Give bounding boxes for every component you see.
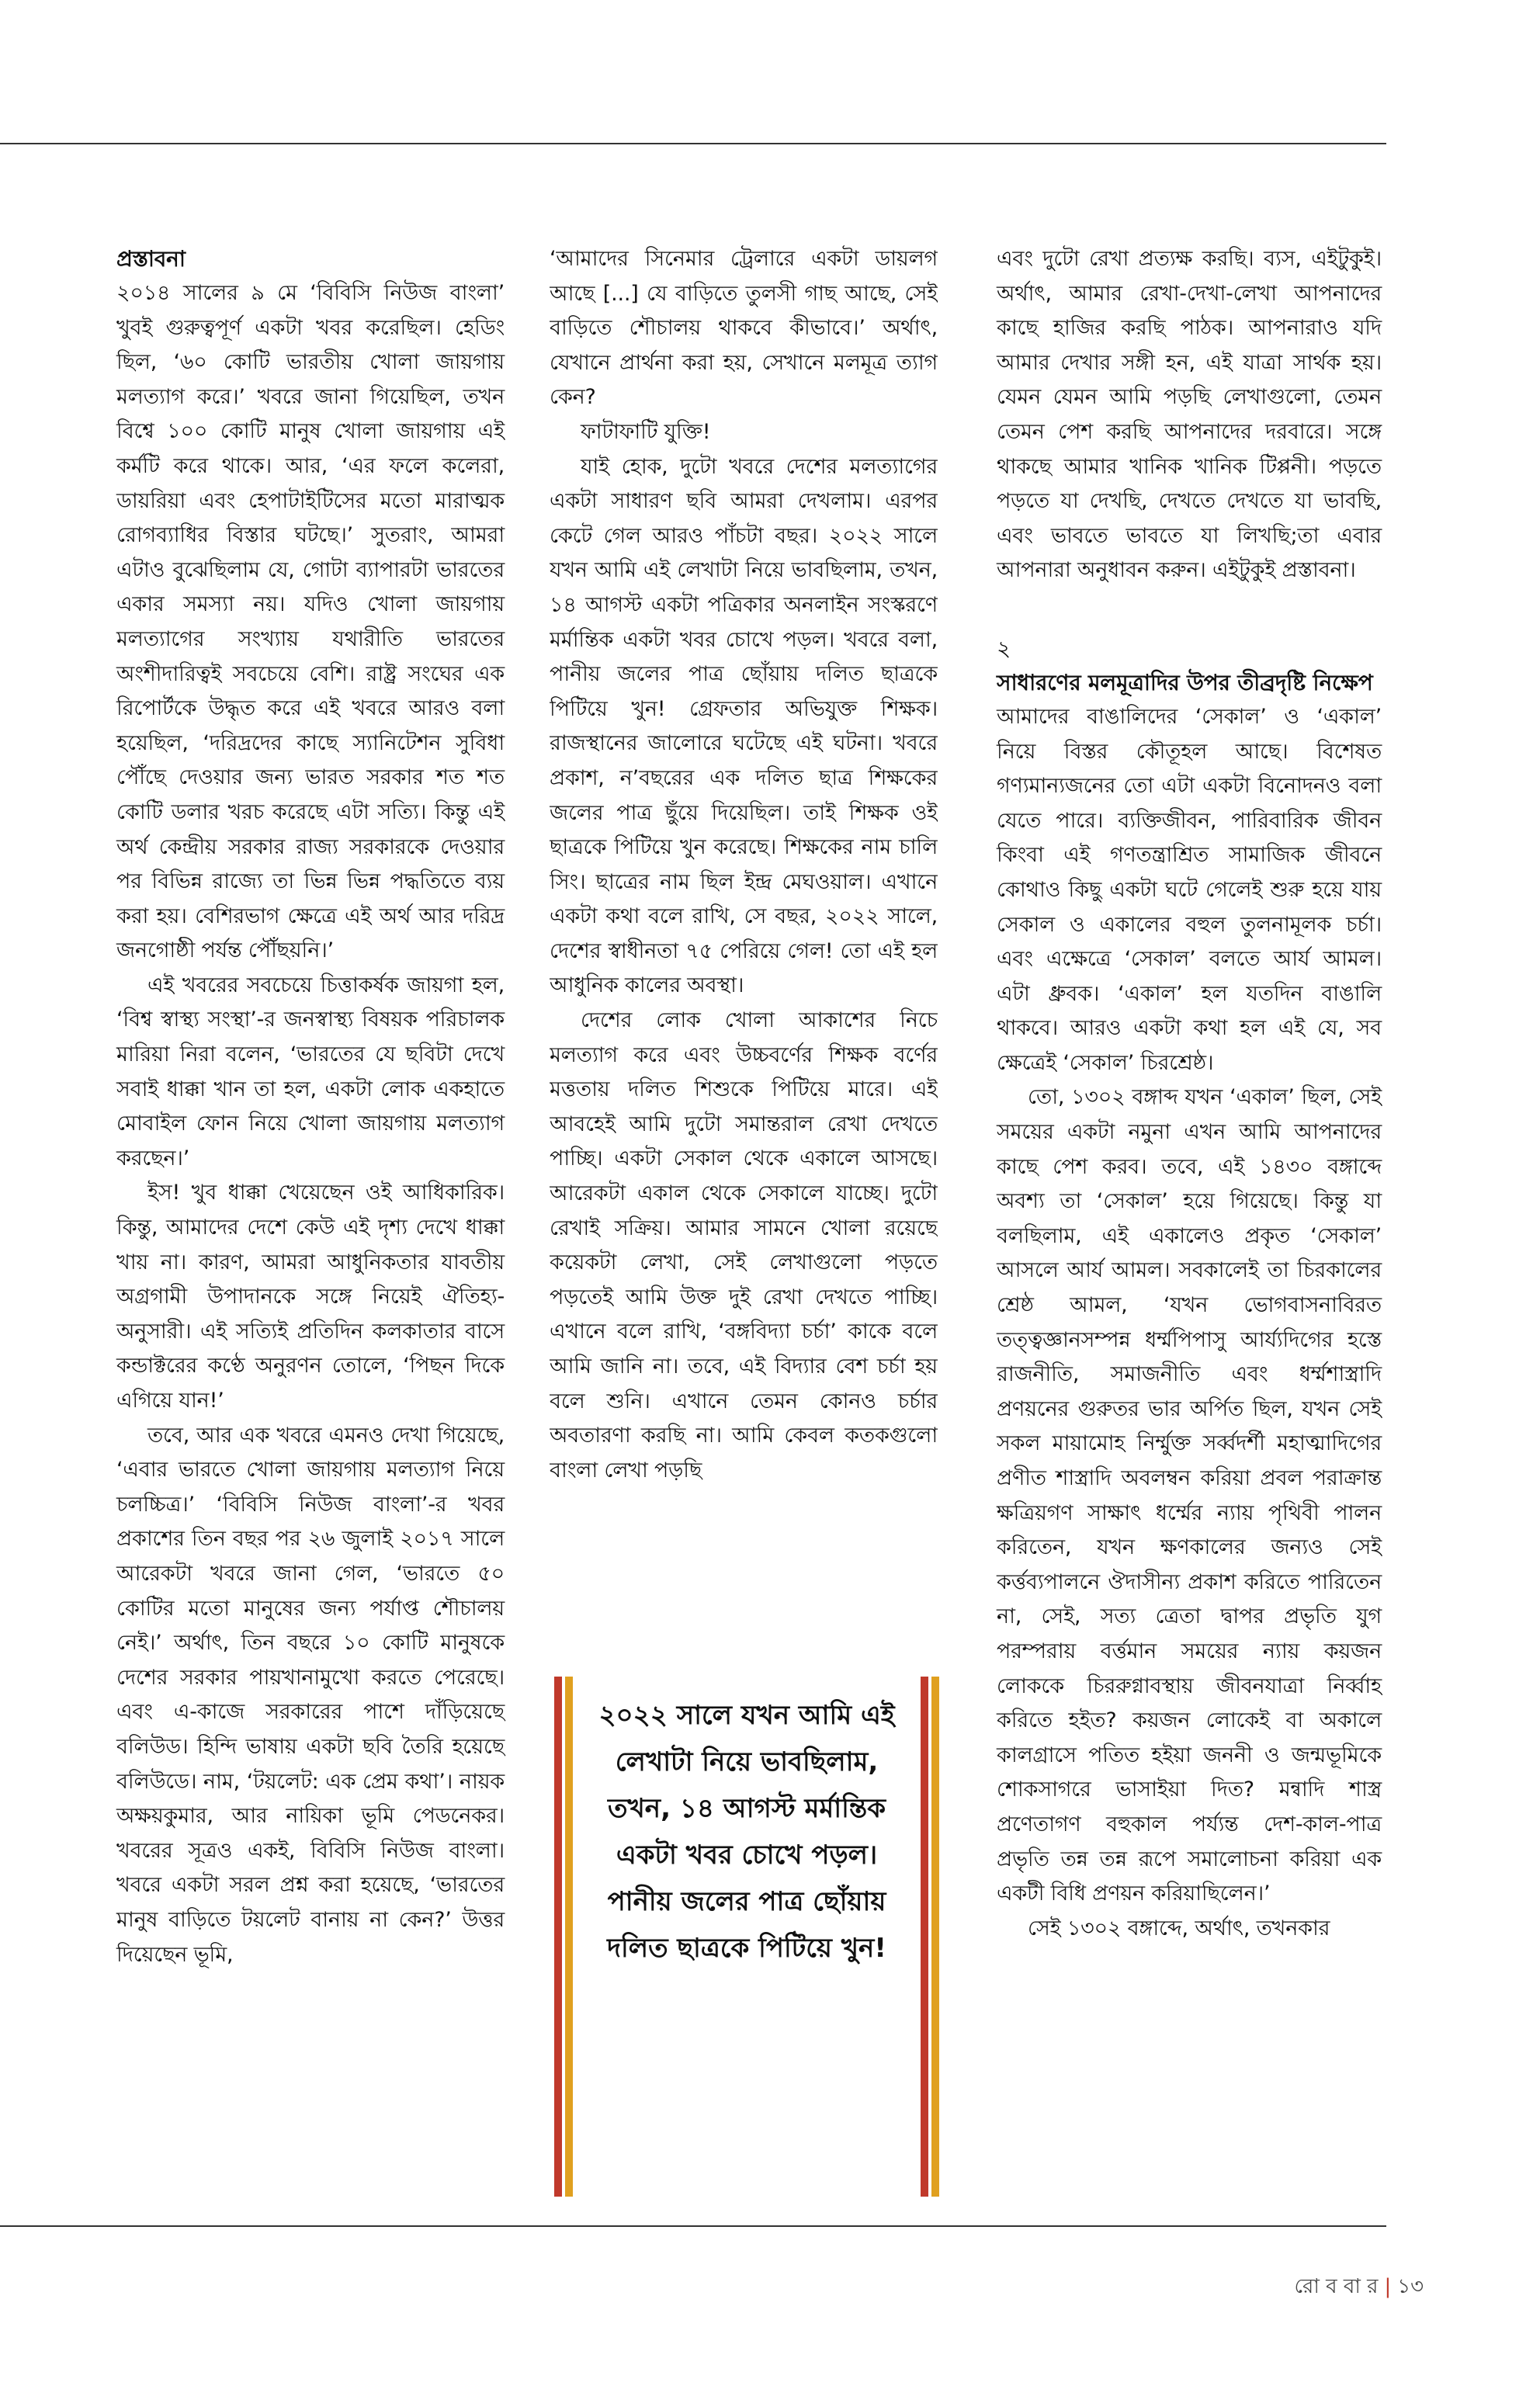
top-rule <box>0 143 1386 144</box>
section-number: ২ <box>997 635 1011 661</box>
pull-quote-bar-red-left <box>554 1677 562 2197</box>
column-1 <box>116 242 505 1972</box>
paragraph: ‘আমাদের সিনেমার ট্রেলারে একটা ডায়লগ আছে [...] যে বাড়িতে তুলসী গাছ আছে, সেই বাড়িতে শৌচালয় থাকবে কীভাবে।’ অর্থাৎ, যেখানে প্রার্থনা করা হয়, সেখানে মলমূত্র ত্যাগ কেন? <box>550 247 938 410</box>
footer-separator: | <box>1384 2275 1392 2298</box>
section-heading: প্রস্তাবনা <box>116 246 186 272</box>
magazine-name: রো ব বা র <box>1294 2275 1379 2298</box>
paragraph: আমাদের বাঙালিদের ‘সেকাল’ ও ‘একাল’ নিয়ে বিস্তর কৌতূহল আছে। বিশেষত গণ্যমান্যজনের তো এটা একটা বিনোদনও বলা যেতে পারে। ব্যক্তিজীবন, পারিবারিক জীবন কিংবা এই গণতন্ত্রাশ্রিত সামাজিক জীবনে কোথাও কিছু একটা ঘটে গেলেই শুরু হয়ে যায় সেকাল ও একালের বহুল তুলনামূলক চর্চা। এবং এক্ষেত্রে ‘সেকাল’ বলতে আর্য আমল। এটা ধ্রুবক। ‘একাল’ হল যতদিন বাঙালি থাকবে। আরও একটা কথা হল এই যে, সব ক্ষেত্রেই ‘সেকাল’ চিরশ্রেষ্ঠ। <box>997 704 1382 1075</box>
paragraph: সেই ১৩০২ বঙ্গাব্দে, অর্থাৎ, তখনকার <box>1028 1916 1330 1940</box>
paragraph: ইস! খুব ধাক্কা খেয়েছেন ওই আধিকারিক। কিন্তু, আমাদের দেশে কেউ এই দৃশ্য দেখে ধাক্কা খায় না। কারণ, আমরা আধুনিকতার যাবতীয় অগ্রগামী উপাদানকে সঙ্গে নিয়েই ঐতিহ্য-অনুসারী। এই সত্যিই প্রতিদিন কলকাতার বাসে কন্ডাক্টরের কণ্ঠে অনুরণন তোলে, ‘পিছন দিকে এগিয়ে যান!’ <box>116 1181 505 1413</box>
column-2 <box>550 242 938 1655</box>
section-2 <box>997 632 1382 700</box>
paragraph: ২০১৪ সালের ৯ মে ‘বিবিসি নিউজ বাংলা’ খুবই গুরুত্বপূর্ণ একটা খবর করেছিল। হেডিং ছিল, ‘৬০ কোটি ভারতীয় খোলা জায়গায় মলত্যাগ করে।’ খবরে জানা গিয়েছিল, তখন বিশ্বে ১০০ কোটি মানুষ খোলা জায়গায় এই কর্মটি করে থাকে। আর, ‘এর ফলে কলেরা, ডায়রিয়া এবং হেপাটাইটিসের মতো মারাত্মক রোগব্যাধির বিস্তার ঘটছে।’ সুতরাং, আমরা এটাও বুঝেছিলাম যে, গোটা ব্যাপারটা ভারতের একার সমস্যা নয়। যদিও খোলা জায়গায় মলত্যাগের সংখ্যায় যথারীতি ভারতের অংশীদারিত্বই সবচেয়ে বেশি। রাষ্ট্র সংঘের এক রিপোর্টকে উদ্ধৃত করে এই খবরে আরও বলা হয়েছিল, ‘দরিদ্রদের কাছে স্যানিটেশন সুবিধা পৌঁছে দেওয়ার জন্য ভারত সরকার শত শত কোটি ডলার খরচ করেছে এটা সত্যি। কিন্তু এই অর্থ কেন্দ্রীয় সরকার রাজ্য সরকারকে দেওয়ার পর বিভিন্ন রাজ্যে তা ভিন্ন ভিন্ন পদ্ধতিতে ব্যয় করা হয়। বেশিরভাগ ক্ষেত্রে এই অর্থ আর দরিদ্র জনগোষ্ঠী পর্যন্ত পৌঁছয়নি।’ <box>116 281 505 963</box>
paragraph: ফাটাফাটি যুক্তি! <box>581 419 711 444</box>
section-heading: সাধারণের মলমূত্রাদির উপর তীব্রদৃষ্টি নিক্ষেপ <box>997 669 1373 695</box>
pull-quote-bar-yellow-left <box>565 1677 573 2197</box>
pull-quote-bar-red-right <box>921 1677 928 2197</box>
paragraph: যাই হোক, দুটো খবরে দেশের মলত্যাগের একটা সাধারণ ছবি আমরা দেখলাম। এরপর কেটে গেল আরও পাঁচটা বছর। ২০২২ সালে যখন আমি এই লেখাটা নিয়ে ভাবছিলাম, তখন, ১৪ আগস্ট একটা পত্রিকার অনলাইন সংস্করণে মর্মান্তিক একটা খবর চোখে পড়ল। খবরে বলা, পানীয় জলের পাত্র ছোঁয়ায় দলিত ছাত্রকে পিটিয়ে খুন! গ্রেফতার অভিযুক্ত শিক্ষক। রাজস্থানের জালোরে ঘটেছে এই ঘটনা। খবরে প্রকাশ, ন’বছরের এক দলিত ছাত্র শিক্ষকের জলের পাত্র ছুঁয়ে দিয়েছিল। তাই শিক্ষক ওই ছাত্রকে পিটিয়ে খুন করেছে। শিক্ষকের নাম চালি সিং। ছাত্রের নাম ছিল ইন্দ্র মেঘওয়াল। এখানে একটা কথা বলে রাখি, সে বছর, ২০২২ সালে, দেশের স্বাধীনতা ৭৫ পেরিয়ে গেল! তো এই হল আধুনিক কালের অবস্থা। <box>550 454 938 998</box>
paragraph: এবং দুটো রেখা প্রত্যক্ষ করছি। ব্যস, এইটুকুই। অর্থাৎ, আমার রেখা-দেখা-লেখা আপনাদের কাছে হাজির করছি পাঠক। আপনারাও যদি আমার দেখার সঙ্গী হন, এই যাত্রা সার্থক হয়। যেমন যেমন আমি পড়ছি লেখাগুলো, তেমন তেমন পেশ করছি আপনাদের দরবারে। সঙ্গে থাকছে আমার খানিক খানিক টিপ্পনী। পড়তে পড়তে যা দেখছি, দেখতে দেখতে যা ভাবছি, এবং ভাবতে ভাবতে যা লিখছি;তা এবার আপনারা অনুধাবন করুন। এইটুকুই প্রস্তাবনা। <box>997 247 1382 583</box>
paragraph: তো, ১৩০২ বঙ্গাব্দ যখন ‘একাল’ ছিল, সেই সময়ের একটা নমুনা এখন আমি আপনাদের কাছে পেশ করব। তবে, এই ১৪৩০ বঙ্গাব্দে অবশ্য তা ‘সেকাল’ হয়ে গিয়েছে। কিন্তু যা বলছিলাম, এই একালেও প্রকৃত ‘সেকাল’ আসলে আর্য আমল। সবকালেই তা চিরকালের শ্রেষ্ঠ আমল, ‘যখন ভোগবাসনাবিরত তত্ত্বজ্ঞানসম্পন্ন ধর্ম্মপিপাসু আর্য্যদিগের হস্তে রাজনীতি, সমাজনীতি এবং ধর্ম্মশাস্ত্রাদি প্রণয়নের গুরুতর ভার অর্পিত ছিল, যখন সেই সকল মায়ামোহ নির্ম্মুক্ত সর্ব্বদর্শী মহাত্মাদিগের প্রণীত শাস্ত্রাদি অবলম্বন করিয়া প্রবল পরাক্রান্ত ক্ষত্রিয়গণ সাক্ষাৎ ধর্ম্মের ন্যায় পৃথিবী পালন করিতেন, যখন ক্ষণকালের জন্যও সেই কর্ত্তব্যপালনে ঔদাসীন্য প্রকাশ করিতে পারিতেন না, সেই, সত্য ত্রেতা দ্বাপর প্রভৃতি যুগ পরম্পরায় বর্ত্তমান সময়ের ন্যায় কয়জন লোককে চিররুগ্নাবস্থায় জীবনযাত্রা নির্ব্বাহ করিতে হইত? কয়জন লোকেই বা অকালে কালগ্রাসে পতিত হইয়া জননী ও জন্মভূমিকে শোকসাগরে ভাসাইয়া দিত? মন্বাদি শাস্ত্র প্রণেতাগণ বহুকাল পর্য্যন্ত দেশ-কাল-পাত্র প্রভৃতি তন্ন তন্ন রূপে সমালোচনা করিয়া এক একটী বিধি প্রণয়ন করিয়াছিলেন।’ <box>997 1085 1382 1906</box>
paragraph: তবে, আর এক খবরে এমনও দেখা গিয়েছে, ‘এবার ভারতে খোলা জায়গায় মলত্যাগ নিয়ে চলচ্চিত্র।’ ‘বিবিসি নিউজ বাংলা’-র খবর প্রকাশের তিন বছর পর ২৬ জুলাই ২০১৭ সালে আরেকটা খবরে জানা গেল, ‘ভারতে ৫০ কোটির মতো মানুষের জন্য পর্যাপ্ত শৌচালয় নেই।’ অর্থাৎ, তিন বছরে ১০ কোটি মানুষকে দেশের সরকার পায়খানামুখো করতে পেরেছে। এবং এ-কাজে সরকারের পাশে দাঁড়িয়েছে বলিউড। হিন্দি ভাষায় একটা ছবি তৈরি হয়েছে বলিউডে। নাম, ‘টয়লেট: এক প্রেম কথা’। নায়ক অক্ষয়কুমার, আর নায়িকা ভূমি পেডনেকর। খবরের সূত্রও একই, বিবিসি নিউজ বাংলা। খবরে একটা সরল প্রশ্ন করা হয়েছে, ‘ভারতের মানুষ বাড়িতে টয়লেট বানায় না কেন?’ উত্তর দিয়েছেন ভূমি, <box>116 1423 505 1967</box>
pull-quote-bar-yellow-right <box>931 1677 939 2197</box>
pull-quote-text: ২০২২ সালে যখন আমি এই লেখাটা নিয়ে ভাবছিলাম, তখন, ১৪ আগস্ট মর্মান্তিক একটা খবর চোখে পড়ল। পানীয় জলের পাত্র ছোঁয়ায় দলিত ছাত্রকে পিটিয়ে খুন! <box>598 1700 895 1964</box>
column-3 <box>997 242 1382 1946</box>
page-number: ১৩ <box>1397 2275 1424 2298</box>
paragraph: এই খবরের সবচেয়ে চিত্তাকর্ষক জায়গা হল, ‘বিশ্ব স্বাস্থ্য সংস্থা’-র জনস্বাস্থ্য বিষয়ক পরিচালক মারিয়া নিরা বলেন, ‘ভারতের যে ছবিটা দেখে সবাই ধাক্কা খান তা হল, একটা লোক একহাতে মোবাইল ফোন নিয়ে খোলা জায়গায় মলত্যাগ করছেন।’ <box>116 973 505 1170</box>
bottom-rule <box>0 2225 1386 2227</box>
paragraph: দেশের লোক খোলা আকাশের নিচে মলত্যাগ করে এবং উচ্চবর্ণের শিক্ষক বর্ণের মত্ততায় দলিত শিশুকে পিটিয়ে মারে। এই আবহেই আমি দুটো সমান্তরাল রেখা দেখতে পাচ্ছি। একটা সেকাল থেকে একালে আসছে। আরেকটা একাল থেকে সেকালে যাচ্ছে। দুটো রেখাই সক্রিয়। আমার সামনে খোলা রয়েছে কয়েকটা লেখা, সেই লেখাগুলো পড়তে পড়তেই আমি উক্ত দুই রেখা দেখতে পাচ্ছি। এখানে বলে রাখি, ‘বঙ্গবিদ্যা চর্চা’ কাকে বলে আমি জানি না। তবে, এই বিদ্যার বেশ চর্চা হয় বলে শুনি। এখানে তেমন কোনও চর্চার অবতারণা করছি না। আমি কেবল কতকগুলো বাংলা লেখা পড়ছি <box>550 1008 938 1483</box>
page-footer <box>1294 2270 1424 2305</box>
pull-quote-box <box>554 1677 939 2197</box>
